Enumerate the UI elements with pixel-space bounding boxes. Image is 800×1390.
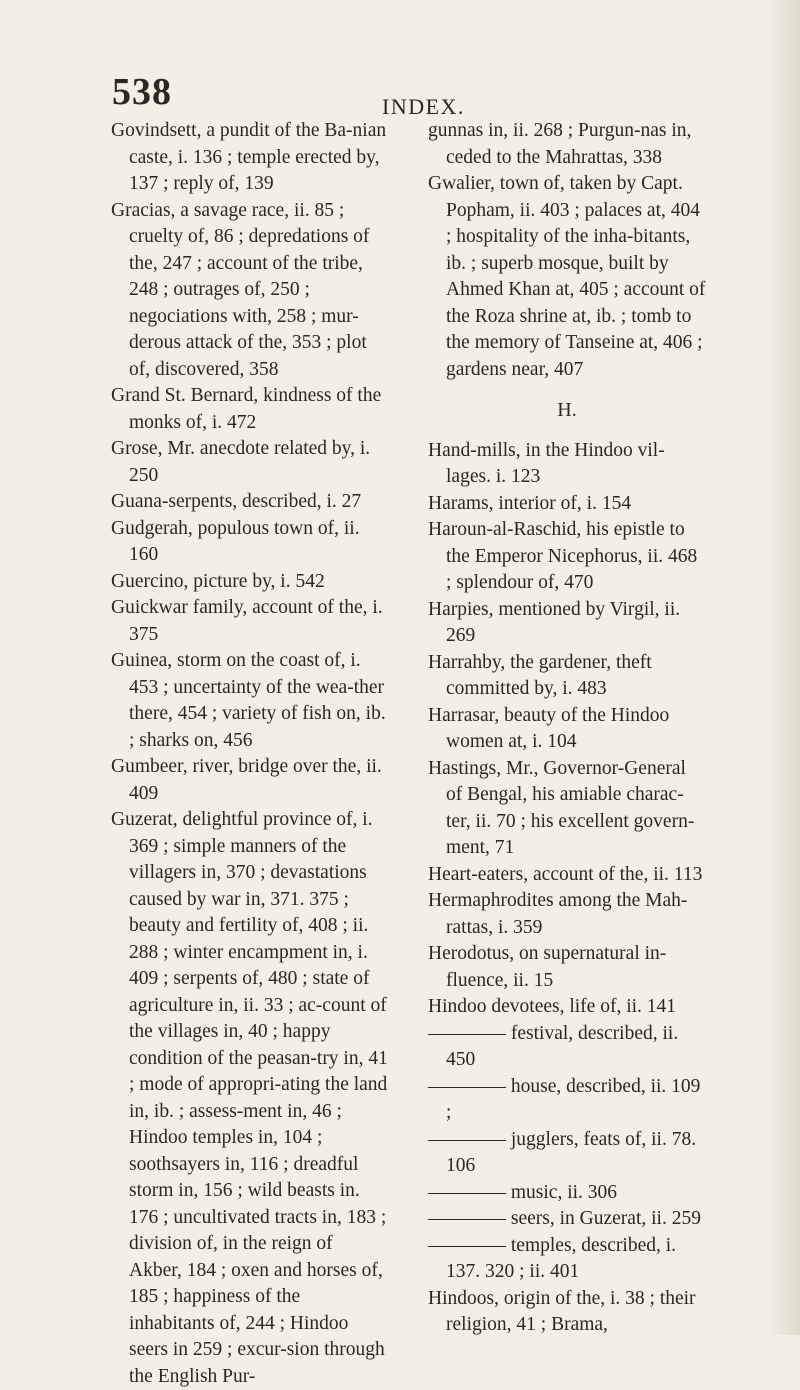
index-entry-guinea: Guinea, storm on the coast of, i. 453 ; uncertainty of the wea-ther there, 454 ; variety of fish on, ib. ; sharks on, 456 [111,650,386,751]
page-number: 538 [112,71,172,113]
page-title: INDEX. [382,94,465,119]
index-entry-haroun-al-raschid: Haroun-al-Raschid, his epistle to the Emperor Nicephorus, ii. 468 ; splendour of, 470 [428,519,698,593]
index-entry-heart-eaters: Heart-eaters, account of the, ii. 113 [428,863,703,885]
index-entry-hindoo-music: ———— music, ii. 306 [428,1181,618,1203]
index-entry-harams: Harams, interior of, i. 154 [428,492,632,514]
index-entry-hindoo-jugglers: ———— jugglers, feats of, ii. 78. 106 [428,1128,697,1176]
index-entry-grand-st-bernard: Grand St. Bernard, kindness of the monks of, i. 472 [111,385,382,433]
index-entry-guercino: Guercino, picture by, i. 542 [111,570,325,592]
index-entry-guickwar: Guickwar family, account of the, i. 375 [111,597,383,645]
index-entry-guzerat: Guzerat, delightful province of, i. 369 ; simple manners of the villagers in, 370 ; devastations caused by war in, 371. 375 ; beauty and fertility of, 408 ; ii. 288 ; winter encampment in, i. 409 ; serpents of, 480 ; state of agriculture in, ii. 33 ; ac-count of the villages in, 40 ; happy condition of the peasan-try in, 41 ; mode of appropri-ating the land in, ib. ; assess-ment in, 46 ; Hindoo temples in, 104 ; soothsayers in, 116 ; dreadful storm in, 156 ; wild beasts in. 176 ; uncultivated tracts in, 183 ; division of, in the reign of Akber, 184 ; oxen and horses of, 185 ; happiness of the inhabitants of, 244 ; Hindoo seers in 259 ; excur-sion through the English Pur- [111,809,388,1387]
right-column [428,118,706,1339]
section-heading-h: H. [557,399,577,421]
index-entry-hindoo-seers: ———— seers, in Guzerat, ii. 259 [428,1208,701,1229]
index-entry-harrasar: Harrasar, beauty of the Hindoo women at, i. 104 [428,704,670,752]
index-entry-herodotus: Herodotus, on supernatural in-fluence, ii. 15 [428,943,667,991]
index-entry-gracias: Gracias, a savage race, ii. 85 ; cruelty of, 86 ; depredations of the, 247 ; account of the tribe, 248 ; outrages of, 250 ; negociations with, 258 ; mur-derous attack of the, 353 ; plot of, discovered, 358 [111,199,370,380]
index-entry-harpies: Harpies, mentioned by Virgil, ii. 269 [428,598,681,646]
index-entry-hindoos: Hindoos, origin of the, i. 38 ; their religion, 41 ; Brama, [428,1287,696,1335]
index-entry-grose: Grose, Mr. anecdote related by, i. 250 [111,438,371,486]
index-entry-hermaphrodites: Hermaphrodites among the Mah-rattas, i. 359 [428,890,688,938]
index-entry-guana-serpents: Guana-serpents, described, i. 27 [111,491,362,512]
left-column [111,118,389,1390]
index-entry-hindoo-temples: ———— temples, described, i. 137. 320 ; ii. 401 [428,1234,677,1282]
index-entry-hindoo-devotees: Hindoo devotees, life of, ii. 141 [428,996,677,1017]
index-entry-gumbeer: Gumbeer, river, bridge over the, ii. 409 [111,756,382,804]
index-entry-govindsett: Govindsett, a pundit of the Ba-nian caste, i. 136 ; temple erected by, 137 ; reply of, 139 [111,120,387,194]
page-edge-shadow [766,0,800,1335]
index-entry-gwalier: Gwalier, town of, taken by Capt. Popham, ii. 403 ; palaces at, 404 ; hospitality of the inha-bitants, ib. ; superb mosque, built by Ahmed Khan at, 405 ; account of the Roza shrine at, ib. ; tomb to the memory of Tanseine at, 406 ; gardens near, 407 [428,173,706,380]
index-entry-gudgerah: Gudgerah, populous town of, ii. 160 [111,517,360,565]
index-entry-hastings: Hastings, Mr., Governor-General of Bengal, his amiable charac-ter, ii. 70 ; his excellent govern-ment, 71 [428,757,695,858]
index-entry-hand-mills: Hand-mills, in the Hindoo vil-lages. i. 123 [428,439,665,487]
index-entry-harrahby: Harrahby, the gardener, theft committed by, i. 483 [428,651,652,699]
index-entry-hindoo-house: ———— house, described, ii. 109 ; [428,1075,701,1123]
index-entry-continuation: gunnas in, ii. 268 ; Purgun-nas in, ceded to the Mahrattas, 338 [428,120,692,168]
index-entry-hindoo-festival: ———— festival, described, ii. 450 [428,1022,679,1070]
